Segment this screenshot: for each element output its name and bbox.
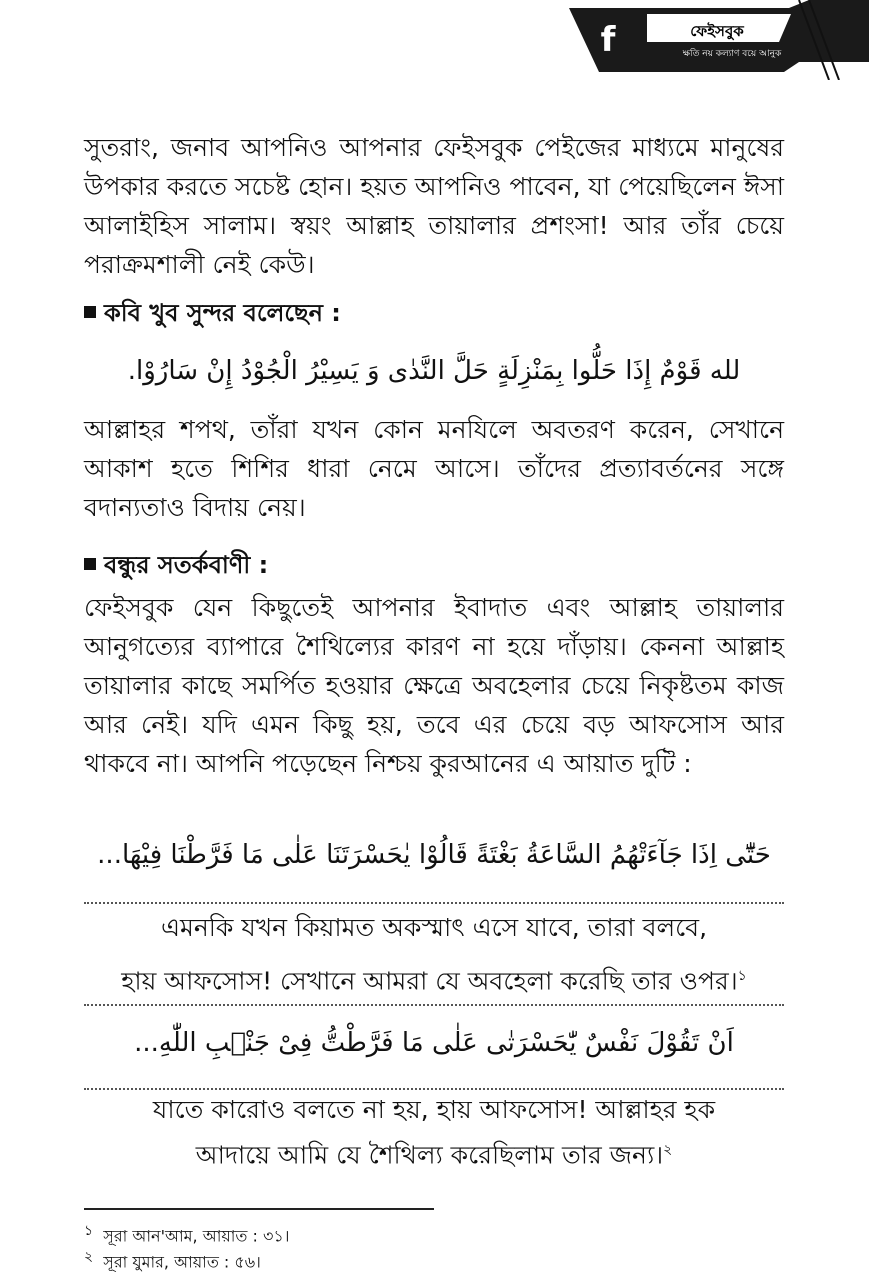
bullet-square-icon (84, 558, 96, 570)
arabic-verse-2: اَنْ تَقُوْلَ نَفْسٌ يّٰحَسْرَتٰى عَلٰى مَا فَرَّطْتُّ فِىْ جَنْۢبِ اللّٰهِ... (134, 1028, 734, 1058)
paragraph-translation: আল্লাহর শপথ, তাঁরা যখন কোন মনযিলে অবতরণ করেন, সেখানে আকাশ হতে শিশির ধারা নেমে আসে। তাঁদের প্রত্যাবর্তনের সঙ্গে বদান্যতাও বিদায় নেয়। (84, 415, 784, 522)
footnote-ref: ২ (663, 1142, 673, 1158)
footnote-text: সূরা আন'আম, আয়াত : ৩১। (103, 1226, 290, 1246)
heading-poet-text: কবি খুব সুন্দর বলেছেন : (104, 299, 341, 327)
translation-verse-2-line-1: যাতে কারোও বলতে না হয়, হায় আফসোস! আল্লাহর হক (152, 1095, 716, 1124)
footnote-text: সূরা যুমার, আয়াত : ৫৬। (103, 1252, 261, 1272)
bullet-square-icon (84, 306, 96, 318)
translation-verse-2-line-2 (84, 1130, 784, 1175)
heading-friend-warning (84, 548, 784, 582)
translation-verse-1-line-1: এমনকি যখন কিয়ামত অকস্মাৎ এসে যাবে, তারা বলবে, (160, 913, 708, 942)
header-title: ফেইসবুক (690, 22, 744, 40)
footnote-number: ১ (84, 1223, 94, 1239)
arabic-poem: لله قَوْمٌ إِذَا حَلُّوا بِمَنْزِلَةٍ حَلَّ النَّدٰى وَ يَسِيْرُ الْجُوْدُ إِنْ سَارُوْا. (127, 356, 741, 386)
footnote-2 (84, 1246, 684, 1273)
heading-friend-text: বন্ধুর সতর্কবাণী : (104, 551, 269, 579)
translation-verse-1-text: হায় আফসোস! সেখানে আমরা যে অবহেলা করেছি তার ওপর। (121, 966, 738, 996)
footnote-1 (84, 1220, 684, 1247)
translation-verse-1-line-2 (84, 953, 784, 1004)
facebook-icon: f (600, 20, 616, 60)
footnote-number: ২ (84, 1249, 94, 1265)
footnote-divider (84, 1208, 434, 1210)
paragraph-warning: ফেইসবুক যেন কিছুতেই আপনার ইবাদাত এবং আল্লাহ তায়ালার আনুগত্যের ব্যাপারে শৈথিল্যের কারণ না হয়ে দাঁড়ায়। কেননা আল্লাহ তায়ালার কাছে সমর্পিত হওয়ার ক্ষেত্রে অবহেলার চেয়ে নিকৃষ্টতম কাজ আর নেই। যদি এমন কিছু হয়, তবে এর চেয়ে বড় আফসোস আর থাকবে না। আপনি পড়েছেন নিশ্চয় কুরআনের এ আয়াত দুটি : (84, 593, 784, 778)
arabic-verse-1: حَتّٰٓى اِذَا جَآءَتْهُمُ السَّاعَةُ بَغْتَةً قَالُوْا يٰحَسْرَتَنَا عَلٰى مَا فَرَّطْنَا فِيْهَا... (97, 840, 771, 870)
dotted-divider (84, 1004, 784, 1006)
heading-poet (84, 296, 784, 330)
footnote-ref: ১ (737, 968, 747, 984)
translation-verse-2-text: আদায়ে আমি যে শৈথিল্য করেছিলাম তার জন্য। (195, 1140, 664, 1170)
header-subtitle: ক্ষতি নয় কল্যাণ বয়ে আনুক (682, 49, 782, 59)
page-header (569, 0, 869, 80)
paragraph-intro: সুতরাং, জনাব আপনিও আপনার ফেইসবুক পেইজের মাধ্যমে মানুষের উপকার করতে সচেষ্ট হোন। হয়ত আপনিও পাবেন, যা পেয়েছিলেন ঈসা আলাইহিস সালাম। স্বয়ং আল্লাহ তায়ালার প্রশংসা! আর তাঁর চেয়ে পরাক্রমশালী নেই কেউ। (84, 133, 784, 279)
dotted-divider (84, 902, 784, 904)
